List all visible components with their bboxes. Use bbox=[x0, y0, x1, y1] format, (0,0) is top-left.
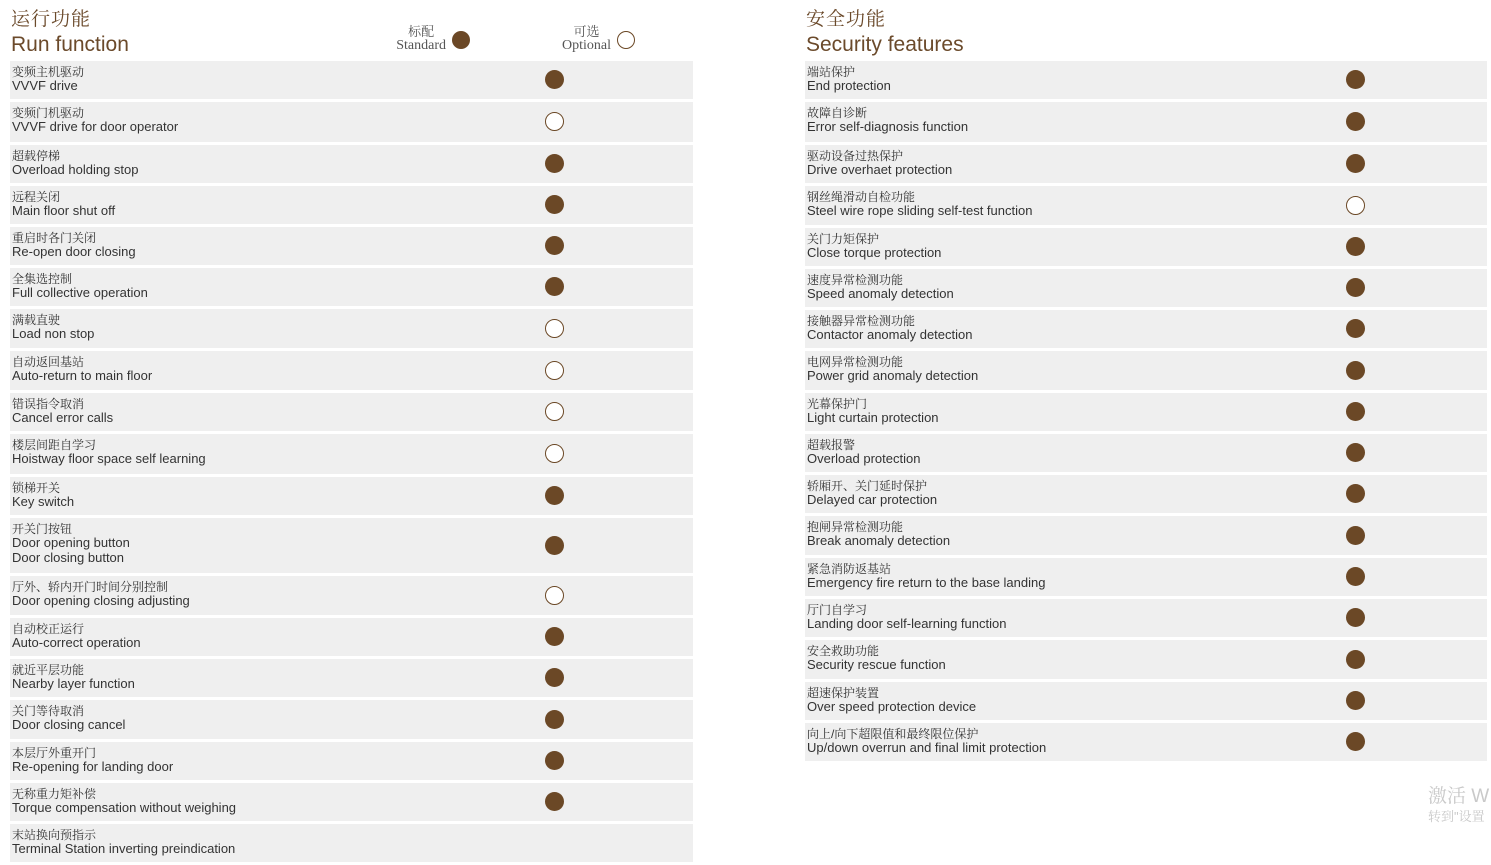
list-item bbox=[805, 228, 1487, 269]
item-label-zh: 锁梯开关 bbox=[12, 481, 61, 495]
item-label-en: Re-open door closing bbox=[12, 244, 136, 259]
security-features-list bbox=[805, 61, 1487, 764]
item-label-zh: 就近平层功能 bbox=[12, 663, 85, 677]
item-label-zh: 变频门机驱动 bbox=[12, 106, 85, 120]
item-label-en: Over speed protection device bbox=[807, 699, 977, 714]
item-label-en: Door opening button bbox=[12, 535, 130, 550]
item-label-zh: 关门等待取消 bbox=[12, 704, 85, 718]
filled-dot-icon bbox=[1346, 608, 1365, 627]
legend-optional-en: Optional bbox=[562, 38, 611, 53]
item-label-zh: 错误指令取消 bbox=[12, 397, 85, 411]
filled-dot-icon bbox=[1346, 484, 1365, 503]
item-label-en: Full collective operation bbox=[12, 285, 148, 300]
list-item bbox=[805, 723, 1487, 764]
filled-dot-icon bbox=[545, 710, 564, 729]
hollow-dot-icon bbox=[545, 586, 564, 605]
item-label-zh: 光幕保护门 bbox=[807, 397, 868, 411]
item-label-en: Security rescue function bbox=[807, 657, 946, 672]
list-item bbox=[10, 268, 693, 309]
item-label-zh: 关门力矩保护 bbox=[807, 232, 880, 246]
list-item bbox=[10, 351, 693, 393]
filled-dot-icon bbox=[545, 70, 564, 89]
item-label-zh: 远程关闭 bbox=[12, 190, 61, 204]
watermark-line2: 转到"设置 bbox=[1428, 809, 1485, 824]
filled-dot-icon bbox=[1346, 319, 1365, 338]
filled-dot-icon bbox=[1346, 443, 1365, 462]
list-item bbox=[805, 186, 1487, 228]
filled-dot-icon bbox=[545, 627, 564, 646]
item-label-en: Overload holding stop bbox=[12, 162, 139, 177]
item-label-zh: 驱动设备过热保护 bbox=[807, 149, 904, 163]
list-item bbox=[805, 434, 1487, 475]
list-item bbox=[10, 309, 693, 351]
list-item bbox=[10, 518, 693, 576]
list-item bbox=[805, 475, 1487, 516]
list-item bbox=[805, 516, 1487, 558]
item-label-en: Steel wire rope sliding self-test function bbox=[807, 203, 1033, 218]
filled-dot-icon bbox=[545, 668, 564, 687]
run-function-title-zh: 运行功能 bbox=[11, 9, 92, 30]
list-item bbox=[10, 618, 693, 659]
item-label-en: Up/down overrun and final limit protection bbox=[807, 740, 1047, 755]
item-label-en: Overload protection bbox=[807, 451, 921, 466]
filled-dot-icon bbox=[1346, 154, 1365, 173]
security-features-title-en: Security features bbox=[806, 33, 964, 56]
item-label-zh: 接触器异常检测功能 bbox=[807, 314, 916, 328]
item-label-zh: 超载报警 bbox=[807, 438, 856, 452]
list-item bbox=[805, 351, 1487, 393]
hollow-dot-icon bbox=[545, 361, 564, 380]
item-label-en: Power grid anomaly detection bbox=[807, 368, 979, 383]
item-label-en: End protection bbox=[807, 78, 891, 93]
filled-dot-icon bbox=[545, 536, 564, 555]
item-label-en: Auto-correct operation bbox=[12, 635, 141, 650]
item-label-en: Landing door self-learning function bbox=[807, 616, 1007, 631]
hollow-dot-icon bbox=[545, 112, 564, 131]
item-label-en: Auto-return to main floor bbox=[12, 368, 153, 383]
item-label-zh: 超速保护装置 bbox=[807, 686, 880, 700]
item-label-zh: 厅外、轿内开门时间分别控制 bbox=[12, 580, 169, 594]
filled-dot-icon bbox=[545, 486, 564, 505]
item-label-en: Door opening closing adjusting bbox=[12, 593, 190, 608]
filled-dot-icon bbox=[1346, 70, 1365, 89]
item-label-en: Contactor anomaly detection bbox=[807, 327, 973, 342]
item-label-en: Load non stop bbox=[12, 326, 95, 341]
list-item bbox=[10, 659, 693, 700]
hollow-dot-icon bbox=[545, 319, 564, 338]
legend-standard bbox=[388, 25, 470, 55]
list-item bbox=[805, 145, 1487, 186]
item-label-en: Close torque protection bbox=[807, 245, 942, 260]
filled-dot-icon bbox=[545, 751, 564, 770]
legend-optional-zh: 可选 bbox=[573, 24, 600, 39]
list-item bbox=[805, 61, 1487, 102]
item-label-en: Drive overhaet protection bbox=[807, 162, 953, 177]
list-item bbox=[10, 477, 693, 518]
list-item bbox=[805, 269, 1487, 310]
item-label-zh: 开关门按钮 bbox=[12, 522, 73, 536]
item-label-zh: 轿厢开、关门延时保护 bbox=[807, 479, 928, 493]
list-item bbox=[10, 102, 693, 145]
item-label-en: Key switch bbox=[12, 494, 75, 509]
list-item bbox=[10, 434, 693, 477]
item-label-en-2: Door closing button bbox=[12, 549, 125, 565]
list-item bbox=[10, 186, 693, 227]
item-label-zh: 安全救助功能 bbox=[807, 644, 880, 658]
filled-dot-icon bbox=[545, 792, 564, 811]
list-item bbox=[805, 393, 1487, 434]
item-label-en: Door closing cancel bbox=[12, 717, 126, 732]
list-item bbox=[10, 824, 693, 865]
item-label-zh: 向上/向下超限值和最终限位保护 bbox=[807, 727, 979, 741]
legend-optional bbox=[553, 25, 635, 55]
item-label-en: VVVF drive for door operator bbox=[12, 119, 179, 134]
filled-dot-icon bbox=[1346, 237, 1365, 256]
item-label-zh: 抱闸异常检测功能 bbox=[807, 520, 904, 534]
item-label-zh: 钢丝绳滑动自检功能 bbox=[807, 190, 916, 204]
list-item bbox=[10, 61, 693, 102]
list-item bbox=[10, 227, 693, 268]
filled-dot-icon bbox=[452, 31, 470, 49]
item-label-en: Error self-diagnosis function bbox=[807, 119, 969, 134]
list-item bbox=[805, 682, 1487, 723]
list-item bbox=[805, 310, 1487, 351]
item-label-zh: 电网异常检测功能 bbox=[807, 355, 904, 369]
filled-dot-icon bbox=[1346, 361, 1365, 380]
hollow-dot-icon bbox=[617, 31, 635, 49]
run-function-list bbox=[10, 61, 693, 865]
item-label-zh: 变频主机驱动 bbox=[12, 65, 85, 79]
item-label-en: Break anomaly detection bbox=[807, 533, 951, 548]
filled-dot-icon bbox=[1346, 402, 1365, 421]
filled-dot-icon bbox=[1346, 278, 1365, 297]
item-label-en: Cancel error calls bbox=[12, 410, 114, 425]
item-label-zh: 全集选控制 bbox=[12, 272, 73, 286]
item-label-zh: 超载停梯 bbox=[12, 149, 61, 163]
item-label-zh: 速度异常检测功能 bbox=[807, 273, 904, 287]
list-item bbox=[10, 742, 693, 783]
filled-dot-icon bbox=[545, 277, 564, 296]
security-features-title-zh: 安全功能 bbox=[806, 9, 887, 30]
item-label-en: Re-opening for landing door bbox=[12, 759, 174, 774]
filled-dot-icon bbox=[1346, 691, 1365, 710]
item-label-en: VVVF drive bbox=[12, 78, 78, 93]
hollow-dot-icon bbox=[545, 444, 564, 463]
item-label-zh: 厅门自学习 bbox=[807, 603, 868, 617]
item-label-en: Light curtain protection bbox=[807, 410, 939, 425]
item-label-en: Torque compensation without weighing bbox=[12, 800, 237, 815]
hollow-dot-icon bbox=[545, 402, 564, 421]
list-item bbox=[10, 576, 693, 618]
list-item bbox=[805, 599, 1487, 640]
run-function-title-en: Run function bbox=[11, 33, 129, 56]
item-label-zh: 端站保护 bbox=[807, 65, 856, 79]
security-features-heading bbox=[806, 9, 964, 58]
item-label-zh: 末站换向预指示 bbox=[12, 828, 97, 842]
item-label-zh: 自动校正运行 bbox=[12, 622, 85, 636]
item-label-zh: 楼层间距自学习 bbox=[12, 438, 97, 452]
list-item bbox=[805, 102, 1487, 145]
filled-dot-icon bbox=[545, 236, 564, 255]
legend-standard-zh: 标配 bbox=[408, 24, 435, 39]
filled-dot-icon bbox=[1346, 650, 1365, 669]
item-label-en: Nearby layer function bbox=[12, 676, 135, 691]
filled-dot-icon bbox=[1346, 567, 1365, 586]
item-label-en: Main floor shut off bbox=[12, 203, 116, 218]
filled-dot-icon bbox=[545, 195, 564, 214]
item-label-zh: 满载直驶 bbox=[12, 313, 61, 327]
filled-dot-icon bbox=[1346, 526, 1365, 545]
watermark-line1: 激活 W bbox=[1428, 786, 1490, 807]
list-item bbox=[10, 145, 693, 186]
item-label-en: Emergency fire return to the base landing bbox=[807, 575, 1046, 590]
list-item bbox=[805, 558, 1487, 599]
legend-standard-en: Standard bbox=[396, 38, 446, 53]
item-label-zh: 故障自诊断 bbox=[807, 106, 868, 120]
item-label-zh: 自动返回基站 bbox=[12, 355, 85, 369]
hollow-dot-icon bbox=[1346, 196, 1365, 215]
item-label-en: Hoistway floor space self learning bbox=[12, 451, 206, 466]
filled-dot-icon bbox=[1346, 732, 1365, 751]
item-label-zh: 无称重力矩补偿 bbox=[12, 787, 97, 801]
filled-dot-icon bbox=[1346, 112, 1365, 131]
run-function-heading bbox=[11, 9, 129, 58]
item-label-en: Terminal Station inverting preindication bbox=[12, 841, 236, 856]
activation-watermark bbox=[1428, 785, 1489, 825]
item-label-zh: 紧急消防返基站 bbox=[807, 562, 892, 576]
list-item bbox=[10, 393, 693, 434]
list-item bbox=[10, 783, 693, 824]
item-label-zh: 重启时各门关闭 bbox=[12, 231, 97, 245]
item-label-en: Speed anomaly detection bbox=[807, 286, 954, 301]
filled-dot-icon bbox=[545, 154, 564, 173]
item-label-en: Delayed car protection bbox=[807, 492, 938, 507]
list-item bbox=[10, 700, 693, 742]
list-item bbox=[805, 640, 1487, 682]
item-label-zh: 本层厅外重开门 bbox=[12, 746, 97, 760]
